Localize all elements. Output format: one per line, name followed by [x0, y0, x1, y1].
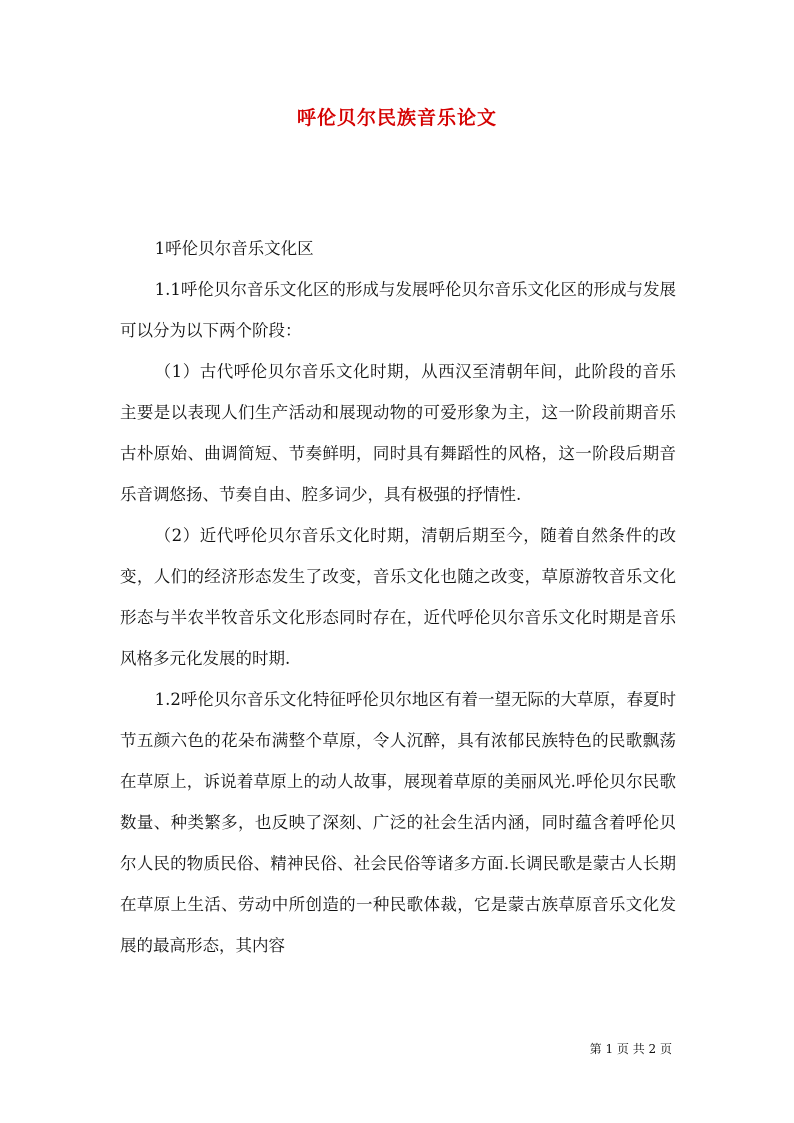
page-number-footer: 第 1 页 共 2 页: [589, 1042, 672, 1056]
paragraph-ancient-period: （1）古代呼伦贝尔音乐文化时期，从西汉至清朝年间，此阶段的音乐主要是以表现人们生产活动和展现动物的可爱形象为主，这一阶段前期音乐古朴原始、曲调简短、节奏鲜明，同时具有舞蹈性的风格，这一阶段后期音乐音调悠扬、节奏自由、腔多词少，具有极强的抒情性.: [120, 362, 676, 504]
paragraph-section-heading: 1呼伦贝尔音乐文化区: [154, 239, 314, 258]
document-title: 呼伦贝尔民族音乐论文: [296, 107, 497, 129]
paragraph-subsection-1-2: 1.2呼伦贝尔音乐文化特征呼伦贝尔地区有着一望无际的大草原，春夏时节五颜六色的花朵布满整个草原，令人沉醉，具有浓郁民族特色的民歌飘荡在草原上，诉说着草原上的动人故事，展现着草原的美丽风光.呼伦贝尔民歌数量、种类繁多，也反映了深刻、广泛的社会生活内涵，同时蕴含着呼伦贝尔人民的物质民俗、精神民俗、社会民俗等诸多方面.长调民歌是蒙古人长期在草原上生活、劳动中所创造的一种民歌体裁，它是蒙古族草原音乐文化发展的最高形态，其内容: [120, 690, 676, 955]
paragraph-modern-period: （2）近代呼伦贝尔音乐文化时期，清朝后期至今，随着自然条件的改变，人们的经济形态发生了改变，音乐文化也随之改变，草原游牧音乐文化形态与半农半牧音乐文化形态同时存在，近代呼伦贝尔音乐文化时期是音乐风格多元化发展的时期.: [120, 526, 676, 668]
paragraph-subsection-1-1: 1.1呼伦贝尔音乐文化区的形成与发展呼伦贝尔音乐文化区的形成与发展可以分为以下两个阶段：: [120, 280, 676, 340]
document-body: [120, 228, 676, 966]
